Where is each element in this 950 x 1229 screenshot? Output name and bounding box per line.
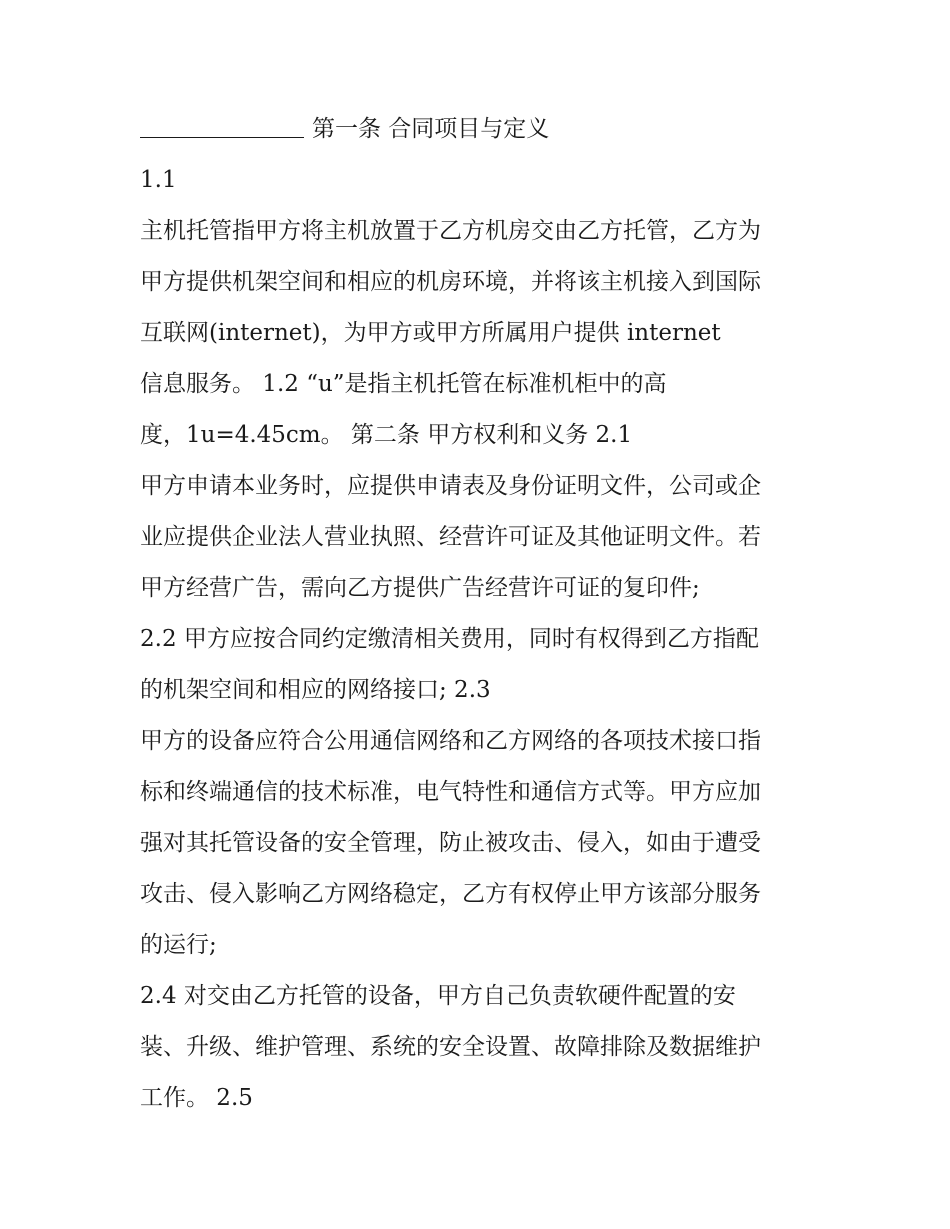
text-line: 攻击、侵入影响乙方网络稳定，乙方有权停止甲方该部分服务 — [140, 881, 761, 907]
heading-line — [140, 108, 830, 159]
text-line: 标和终端通信的技术标准，电气特性和通信方式等。甲方应加 — [140, 779, 761, 805]
text-line: 甲方申请本业务时，应提供申请表及身份证明文件，公司或企 — [140, 473, 761, 499]
text-line: 业应提供企业法人营业执照、经营许可证及其他证明文件。若 — [140, 524, 761, 550]
text-line: 的机架空间和相应的网络接口; 2.3 — [140, 677, 491, 703]
text-line: 甲方的设备应符合公用通信网络和乙方网络的各项技术接口指 — [140, 728, 761, 754]
text-line: 互联网(internet)，为甲方或甲方所属用户提供 internet — [140, 320, 721, 346]
fill-in-blank — [140, 109, 304, 138]
text-line: 甲方提供机架空间和相应的机房环境，并将该主机接入到国际 — [140, 269, 761, 295]
text-line: 装、升级、维护管理、系统的安全设置、故障排除及数据维护 — [140, 1034, 761, 1060]
text-line: 强对其托管设备的安全管理，防止被攻击、侵入，如由于遭受 — [140, 830, 761, 856]
text-line: 主机托管指甲方将主机放置于乙方机房交由乙方托管，乙方为 — [140, 218, 761, 244]
text-line: 度，1u=4.45cm。 第二条 甲方权利和义务 2.1 — [140, 422, 633, 448]
text-line: 2.4 对交由乙方托管的设备，甲方自己负责软硬件配置的安 — [140, 983, 736, 1009]
document-body — [140, 108, 830, 1128]
text-line: 工作。 2.5 — [140, 1085, 253, 1111]
text-line: 的运行; — [140, 932, 217, 958]
section-heading: 第一条 合同项目与定义 — [312, 116, 550, 142]
text-line: 信息服务。 1.2 “u”是指主机托管在标准机柜中的高 — [140, 371, 667, 397]
text-line: 甲方经营广告，需向乙方提供广告经营许可证的复印件; — [140, 575, 700, 601]
text-line: 1.1 — [140, 167, 177, 193]
text-line: 2.2 甲方应按合同约定缴清相关费用，同时有权得到乙方指配 — [140, 626, 759, 652]
